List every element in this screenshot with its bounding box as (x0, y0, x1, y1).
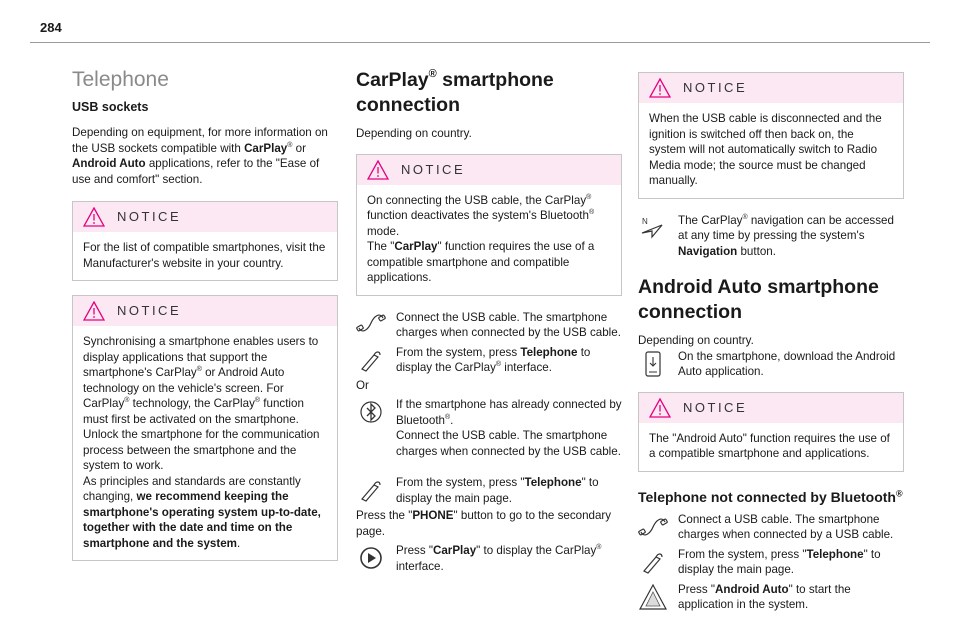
notice-text: Synchronising a smartphone enables users to display applications that support the smartphone's CarPlay® or Android Auto technology on the vehicle's screen. For CarPlay® technology, the CarPlay® function must first be activated on the smartphone. (83, 335, 319, 426)
section-title-telephone: Telephone (72, 68, 169, 91)
warning-icon (367, 160, 389, 180)
notice-box (72, 295, 338, 561)
touch-press-icon (356, 345, 386, 375)
smartphone-download-icon (638, 349, 668, 379)
depending-text: Depending on country. (356, 127, 472, 140)
notice-text: For the list of compatible smartphones, visit the Manufacturer's website in your country. (83, 241, 326, 270)
depending-text: Depending on country. (638, 334, 754, 347)
nav-info: N The CarPlay® navigation can be accessed at any time by pressing the system's Navigation button. (638, 213, 904, 260)
or-text: Or (356, 378, 369, 392)
step-press-android-auto: Press "Android Auto" to start the application in the system. (638, 582, 904, 613)
notice-box (638, 72, 904, 199)
warning-icon (649, 398, 671, 418)
notice-title: NOTICE (401, 161, 466, 177)
step-press-telephone: From the system, press Telephone to display the CarPlay® interface. (356, 345, 622, 376)
step-phone-button: Press the "PHONE" button to go to the secondary page. (356, 509, 612, 538)
notice-text: On connecting the USB cable, the CarPlay® function deactivates the system's Bluetooth® mode. (367, 193, 595, 238)
svg-text:N: N (642, 216, 648, 226)
intro-paragraph: Depending on equipment, for more information on the USB sockets compatible with CarPlay® or Android Auto applications, refer to the "Ease of use and comfort" section. (72, 126, 328, 186)
section-title-carplay: CarPlay® smartphone connection (356, 68, 554, 116)
notice-box (72, 201, 338, 281)
bluetooth-icon (356, 397, 386, 427)
notice-box (356, 154, 622, 296)
notice-title: NOTICE (117, 209, 182, 225)
step-press-telephone-main: From the system, press "Telephone" to display the main page. (356, 475, 622, 506)
column-right (638, 68, 904, 613)
warning-icon (83, 301, 105, 321)
subtitle-not-connected: Telephone not connected by Bluetooth® (638, 487, 903, 505)
notice-text: The "CarPlay" function requires the use of a compatible smartphone and compatible applications. (367, 240, 595, 284)
notice-text: Unlock the smartphone for the communication process between the smartphone and the system to work. (83, 428, 320, 472)
carplay-icon (356, 543, 386, 573)
step-connect-usb: Connect the USB cable. The smartphone charges when connected by the USB cable. (356, 310, 622, 341)
navigation-arrow-icon (638, 213, 668, 243)
column-middle (356, 68, 622, 574)
notice-box (638, 392, 904, 472)
notice-text: As principles and standards are constantly changing, we recommend keeping the smartphone's operating system up-to-date, together with the date and time on the smartphone and the system. (83, 474, 321, 550)
warning-icon (83, 207, 105, 227)
hazard-triangle-icon (638, 582, 668, 612)
touch-press-icon (638, 547, 668, 577)
section-title-android-auto: Android Auto smartphone connection (638, 276, 879, 323)
step-download-app: On the smartphone, download the Android Auto application. (638, 349, 904, 380)
step-connect-usb: Connect a USB cable. The smartphone charges when connected by a USB cable. (638, 512, 904, 543)
notice-title: NOTICE (117, 303, 182, 319)
page-number: 284 (40, 20, 62, 35)
usb-cable-icon (638, 512, 668, 542)
subtitle-usb-sockets: USB sockets (72, 99, 149, 114)
step-press-telephone: From the system, press "Telephone" to display the main page. (638, 547, 904, 578)
notice-title: NOTICE (683, 399, 748, 415)
header-rule (30, 42, 930, 43)
step-press-carplay: Press "CarPlay" to display the CarPlay® interface. (356, 543, 622, 574)
usb-cable-icon (356, 308, 386, 338)
notice-title: NOTICE (683, 80, 748, 96)
notice-text: When the USB cable is disconnected and the ignition is switched off then back on, the system will not automatically switch to Radio Media mode; the source must be changed manually. (649, 112, 882, 187)
warning-icon (649, 78, 671, 98)
column-left (72, 68, 338, 575)
step-bluetooth: If the smartphone has already connected by Bluetooth®. Connect the USB cable. The smartphone charges when connected by the USB cable. (356, 397, 622, 459)
touch-press-icon (356, 475, 386, 505)
notice-text: The "Android Auto" function requires the use of a compatible smartphone and applications. (649, 431, 890, 460)
